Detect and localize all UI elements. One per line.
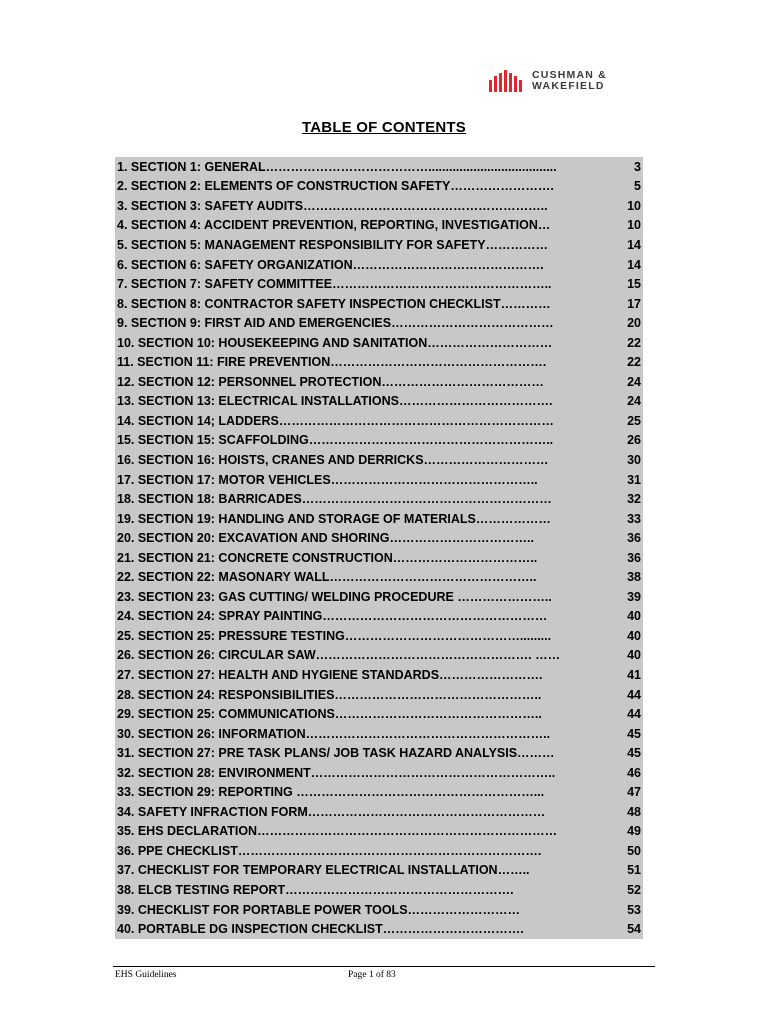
toc-entry-label: 34. SAFETY INFRACTION FORM…………………………………………………	[117, 804, 546, 819]
toc-entry-label: 16. SECTION 16: HOISTS, CRANES AND DERRICKS…………………………	[117, 452, 549, 467]
toc-entry[interactable]	[115, 704, 643, 724]
cushman-wakefield-logo-icon	[488, 70, 524, 92]
company-logo	[488, 70, 607, 92]
table-of-contents	[115, 157, 643, 939]
toc-entry-label: 22. SECTION 22: MASONARY WALL…………………………………………..	[117, 570, 537, 585]
toc-entry[interactable]	[115, 509, 643, 529]
toc-entry-label: 37. CHECKLIST FOR TEMPORARY ELECTRICAL INSTALLATION……..	[117, 863, 530, 878]
toc-entry-label: 2. SECTION 2: ELEMENTS OF CONSTRUCTION SAFETY…………………….	[117, 179, 554, 194]
toc-entry-page: 24	[627, 394, 641, 409]
toc-entry[interactable]	[115, 607, 643, 627]
toc-entry[interactable]	[115, 352, 643, 372]
toc-entry-label: 32. SECTION 28: ENVIRONMENT…………………………………………………..	[117, 765, 556, 780]
toc-entry-label: 31. SECTION 27: PRE TASK PLANS/ JOB TASK HAZARD ANALYSIS………	[117, 746, 555, 761]
toc-entry-page: 45	[627, 746, 641, 761]
toc-entry[interactable]	[115, 763, 643, 783]
toc-entry-label: 14. SECTION 14; LADDERS…………………………………………………………	[117, 413, 554, 428]
toc-entry[interactable]	[115, 626, 643, 646]
toc-entry-label: 30. SECTION 26: INFORMATION…………………………………………………..	[117, 726, 551, 741]
toc-entry-label: 25. SECTION 25: PRESSURE TESTING…………………………………….........	[117, 628, 552, 643]
toc-entry[interactable]	[115, 411, 643, 431]
toc-entry-page: 41	[627, 667, 641, 682]
toc-entry-label: 8. SECTION 8: CONTRACTOR SAFETY INSPECTION CHECKLIST…………	[117, 296, 551, 311]
toc-entry-label: 15. SECTION 15: SCAFFOLDING…………………………………………………..	[117, 433, 554, 448]
toc-entry[interactable]	[115, 567, 643, 587]
toc-entry-label: 27. SECTION 27: HEALTH AND HYGIENE STANDARDS…………………….	[117, 667, 543, 682]
toc-entry-page: 25	[627, 413, 641, 428]
toc-entry-page: 53	[627, 902, 641, 917]
toc-entry[interactable]	[115, 216, 643, 236]
toc-entry-page: 48	[627, 804, 641, 819]
toc-entry-label: 39. CHECKLIST FOR PORTABLE POWER TOOLS………………………	[117, 902, 521, 917]
toc-entry-page: 22	[627, 335, 641, 350]
toc-entry[interactable]	[115, 880, 643, 900]
toc-entry-label: 33. SECTION 29: REPORTING …………………………………………………...	[117, 785, 545, 800]
toc-entry-label: 26. SECTION 26: CIRCULAR SAW……………………………………………. ……	[117, 648, 561, 663]
toc-entry-page: 44	[627, 707, 641, 722]
toc-entry[interactable]	[115, 861, 643, 881]
toc-entry[interactable]	[115, 900, 643, 920]
toc-entry-page: 40	[627, 628, 641, 643]
toc-entry-page: 45	[627, 726, 641, 741]
toc-entry[interactable]	[115, 470, 643, 490]
toc-entry-page: 15	[627, 277, 641, 292]
toc-entry-page: 31	[627, 472, 641, 487]
toc-entry-label: 21. SECTION 21: CONCRETE CONSTRUCTION……………………………..	[117, 550, 538, 565]
toc-entry-page: 17	[627, 296, 641, 311]
toc-entry[interactable]	[115, 783, 643, 803]
logo-line-2: WAKEFIELD	[532, 80, 605, 92]
toc-entry-page: 14	[627, 237, 641, 252]
toc-entry-page: 22	[627, 355, 641, 370]
toc-entry[interactable]	[115, 822, 643, 842]
toc-entry[interactable]	[115, 313, 643, 333]
toc-entry-label: 3. SECTION 3: SAFETY AUDITS…………………………………………………..	[117, 198, 548, 213]
toc-entry-page: 54	[627, 922, 641, 937]
toc-entry-page: 47	[627, 785, 641, 800]
toc-entry[interactable]	[115, 196, 643, 216]
toc-entry-label: 23. SECTION 23: GAS CUTTING/ WELDING PROCEDURE …………………..	[117, 589, 552, 604]
toc-entry-page: 30	[627, 452, 641, 467]
footer-divider	[113, 966, 655, 967]
toc-entry-page: 40	[627, 609, 641, 624]
logo-text	[532, 70, 607, 92]
toc-entry[interactable]	[115, 392, 643, 412]
toc-entry-label: 38. ELCB TESTING REPORT……………………………………………….	[117, 883, 514, 897]
toc-entry-label: 17. SECTION 17: MOTOR VEHICLES…………………………………………..	[117, 472, 538, 487]
toc-entry-label: 20. SECTION 20: EXCAVATION AND SHORING……………………………..	[117, 531, 534, 546]
toc-entry-label: 12. SECTION 12: PERSONNEL PROTECTION…………………………………	[117, 374, 544, 389]
toc-entry[interactable]	[115, 157, 643, 177]
toc-entry-label: 35. EHS DECLARATION………………………………………………………………	[117, 824, 558, 839]
toc-entry-page: 5	[634, 179, 641, 194]
toc-entry-page: 10	[627, 198, 641, 213]
toc-entry[interactable]	[115, 743, 643, 763]
toc-entry[interactable]	[115, 372, 643, 392]
toc-entry[interactable]	[115, 685, 643, 705]
toc-entry-label: 11. SECTION 11: FIRE PREVENTION…………………………………………….	[117, 355, 547, 370]
toc-entry-label: 9. SECTION 9: FIRST AID AND EMERGENCIES…………………………………	[117, 316, 554, 331]
toc-entry-page: 32	[627, 492, 641, 507]
toc-entry[interactable]	[115, 919, 643, 939]
toc-entry-page: 14	[627, 257, 641, 272]
toc-entry[interactable]	[115, 431, 643, 451]
footer-page-number: Page 1 of 83	[348, 970, 396, 980]
toc-entry-label: 24. SECTION 24: SPRAY PAINTING………………………………………………	[117, 609, 548, 624]
toc-entry-label: 4. SECTION 4: ACCIDENT PREVENTION, REPORTING, INVESTIGATION…	[117, 218, 551, 233]
toc-entry-page: 10	[627, 218, 641, 233]
toc-entry-page: 36	[627, 531, 641, 546]
toc-entry[interactable]	[115, 294, 643, 314]
toc-entry-page: 38	[627, 570, 641, 585]
toc-entry-label: 13. SECTION 13: ELECTRICAL INSTALLATIONS……………………………….	[117, 394, 553, 409]
toc-entry-page: 49	[627, 824, 641, 839]
toc-entry-label: 6. SECTION 6: SAFETY ORGANIZATION……………………………………….	[117, 257, 544, 272]
toc-entry[interactable]	[115, 450, 643, 470]
toc-entry[interactable]	[115, 587, 643, 607]
toc-entry[interactable]	[115, 724, 643, 744]
toc-entry[interactable]	[115, 489, 643, 509]
toc-entry-page: 39	[627, 589, 641, 604]
toc-entry-page: 36	[627, 550, 641, 565]
toc-entry-label: 28. SECTION 24: RESPONSIBILITIES…………………………………………..	[117, 687, 542, 702]
toc-entry[interactable]	[115, 235, 643, 255]
toc-entry-page: 3	[634, 159, 641, 174]
toc-entry[interactable]	[115, 255, 643, 275]
toc-entry-label: 36. PPE CHECKLIST……………………………………………………………….	[117, 843, 542, 858]
toc-entry-page: 40	[627, 648, 641, 663]
toc-entry-page: 33	[627, 511, 641, 526]
toc-entry-page: 26	[627, 433, 641, 448]
toc-entry[interactable]	[115, 528, 643, 548]
toc-entry-page: 44	[627, 687, 641, 702]
logo-line-1: CUSHMAN &	[532, 69, 607, 81]
toc-entry-label: 7. SECTION 7: SAFETY COMMITTEE……………………………………………..	[117, 277, 552, 292]
page-title: TABLE OF CONTENTS	[302, 119, 466, 136]
toc-entry-page: 20	[627, 316, 641, 331]
toc-entry-label: 40. PORTABLE DG INSPECTION CHECKLIST…………………………….	[117, 922, 524, 937]
toc-entry-page: 51	[627, 863, 641, 878]
toc-entry-label: 1. SECTION 1: GENERAL………………………………….....................................	[117, 159, 557, 174]
footer-doc-title: EHS Guidelines	[115, 970, 177, 980]
toc-entry-label: 19. SECTION 19: HANDLING AND STORAGE OF MATERIALS………………	[117, 511, 551, 526]
toc-entry[interactable]	[115, 802, 643, 822]
toc-entry-label: 10. SECTION 10: HOUSEKEEPING AND SANITATION…………………………	[117, 335, 553, 350]
toc-entry[interactable]	[115, 841, 643, 861]
toc-entry[interactable]	[115, 646, 643, 666]
toc-entry-page: 24	[627, 374, 641, 389]
toc-entry-page: 50	[627, 843, 641, 858]
toc-entry-label: 18. SECTION 18: BARRICADES……………………………………………………	[117, 492, 552, 507]
toc-entry-label: 5. SECTION 5: MANAGEMENT RESPONSIBILITY FOR SAFETY……………	[117, 237, 549, 252]
toc-entry-page: 52	[627, 883, 641, 897]
toc-entry-page: 46	[627, 765, 641, 780]
toc-entry[interactable]	[115, 333, 643, 353]
toc-entry-label: 29. SECTION 25: COMMUNICATIONS…………………………………………..	[117, 707, 542, 722]
toc-entry[interactable]	[115, 665, 643, 685]
toc-entry[interactable]	[115, 177, 643, 197]
toc-entry[interactable]	[115, 274, 643, 294]
toc-entry[interactable]	[115, 548, 643, 568]
